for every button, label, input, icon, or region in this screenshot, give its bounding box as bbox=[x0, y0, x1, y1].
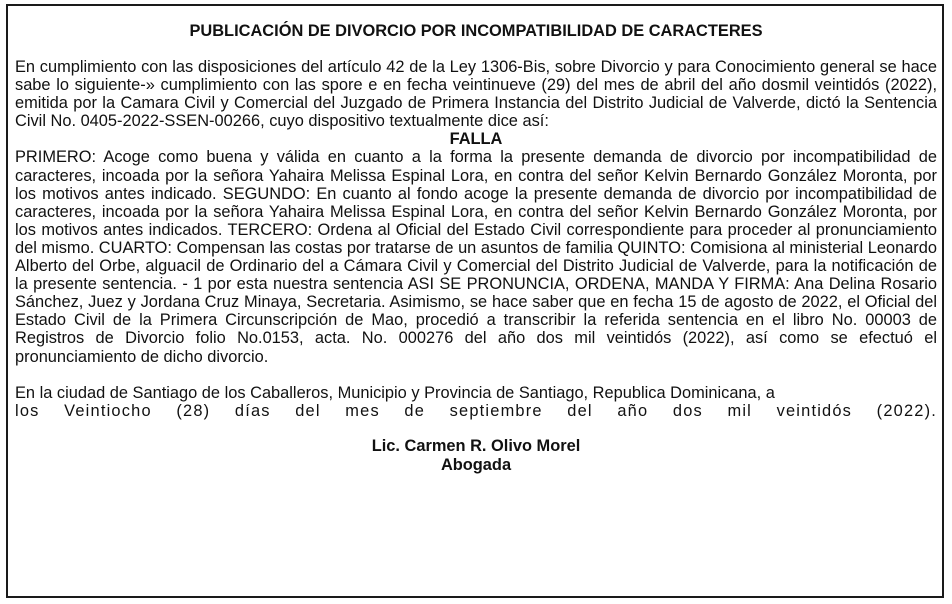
signature-block bbox=[15, 437, 937, 475]
paragraph-spacer bbox=[15, 366, 937, 384]
closing-line-2: los Veintiocho (28) días del mes de septiembre del año dos mil veintidós (2022). bbox=[15, 401, 937, 420]
signer-name: Lic. Carmen R. Olivo Morel bbox=[371, 436, 581, 455]
ruling-paragraph: PRIMERO: Acoge como buena y válida en cuanto a la forma la presente demanda de divorcio por incompatibilidad de caracteres, incoada por la señora Yahaira Melissa Espinal Lora, en contra del señor Kelvin Bernardo González Moronta, por los motivos antes indicado. SEGUNDO: En cuanto al fondo acoge la presente demanda de divorcio por incompatibilidad de caracteres, incoada por la señora Yahaira Melissa Espinal Lora, en contra del señor Kelvin Bernardo González Moronta, por los motivos antes indicados. TERCERO: Ordena al Oficial del Estado Civil correspondiente para proceder al pronunciamiento del mismo. CUARTO: Compensan las costas por tratarse de un asuntos de familia QUINTO: Comisiona al ministerial Leonardo Alberto del Orbe, alguacil de Ordinario del a Cámara Civil y Comercial del Distrito Judicial de Valverde, para la notificación de la presente sentencia. - 1 por esta nuestra sentencia ASI SE PRONUNCIA, ORDENA, MANDA Y FIRMA: Ana Delina Rosario Sánchez, Juez y Jordana Cruz Minaya, Secretaria. Asimismo, se hace saber que en fecha 15 de agosto de 2022, el Oficial del Estado Civil de la Primera Circunscripción de Mao, procedió a transcribir la referida sentencia en el libro No. 00003 de Registros de Divorcio folio No.0153, acta. No. 000276 del año dos mil veintidós (2022), así como se efectuó el pronunciamiento de dicho divorcio. bbox=[15, 148, 937, 366]
notice-title: PUBLICACIÓN DE DIVORCIO POR INCOMPATIBILIDAD DE CARACTERES bbox=[189, 22, 763, 40]
legal-notice bbox=[15, 22, 937, 475]
signer-title: Abogada bbox=[440, 455, 512, 474]
intro-paragraph: En cumplimiento con las disposiciones del artículo 42 de la Ley 1306-Bis, sobre Divorcio y para Conocimiento general se hace sabe lo siguiente-» cumplimiento con las spore e en fecha veintinueve (29) del mes de abril del año dosmil veintidós (2022), emitida por la Camara Civil y Comercial del Juzgado de Primera Instancia del Distrito Judicial de Valverde, dictó la Sentencia Civil No. 0405-2022-SSEN-00266, cuyo dispositivo textualmente dice así: bbox=[15, 58, 937, 131]
closing-line-1: En la ciudad de Santiago de los Caballeros, Municipio y Provincia de Santiago, Republica Dominicana, a bbox=[15, 383, 775, 402]
falla-heading: FALLA bbox=[449, 130, 503, 149]
